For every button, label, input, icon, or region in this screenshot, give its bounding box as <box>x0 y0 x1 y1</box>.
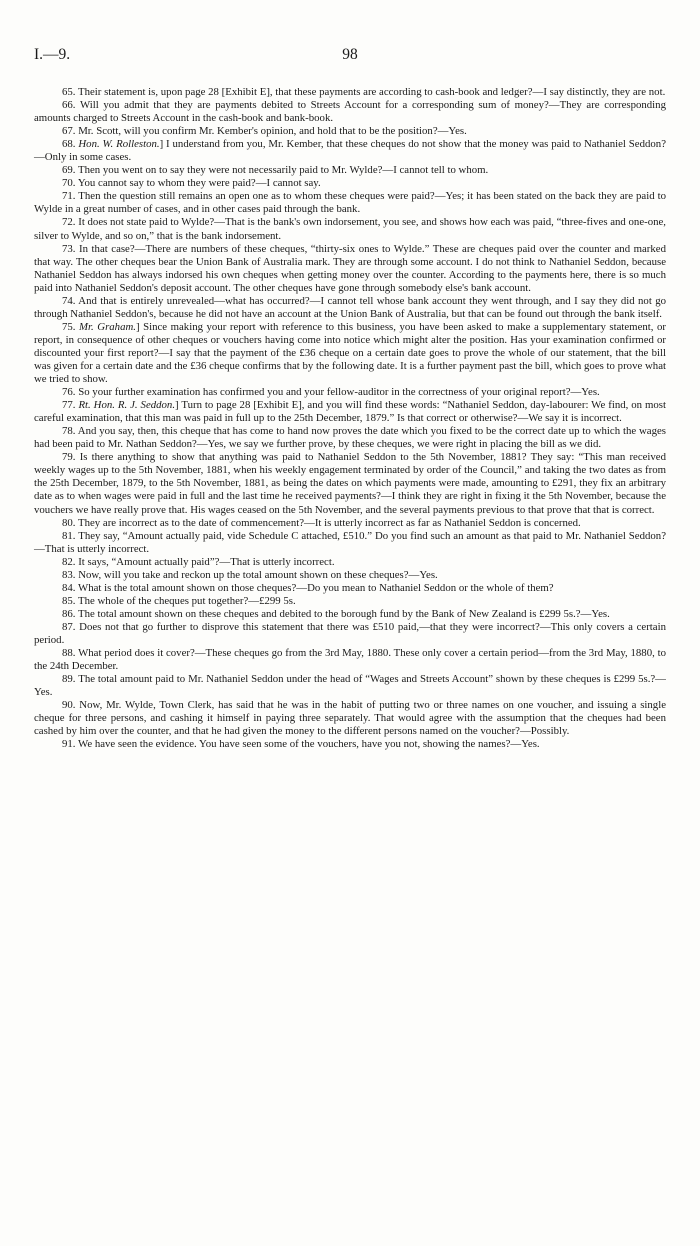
question-paragraph <box>34 608 666 621</box>
question-paragraph <box>34 621 666 647</box>
question-paragraph <box>34 530 666 556</box>
question-number: 66. <box>62 99 76 112</box>
question-paragraph <box>34 399 666 425</box>
speaker-name: Rt. Hon. R. J. Seddon. <box>78 399 176 412</box>
evidence-body <box>34 86 666 751</box>
question-text: ] I understand from you, Mr. Kember, that these cheques do not show that the money was paid to Nathaniel Seddon?—Only in some cases. <box>34 138 666 164</box>
question-number: 69. <box>62 164 76 177</box>
question-text: Now, will you take and reckon up the total amount shown on these cheques?—Yes. <box>78 568 438 581</box>
question-number: 77. <box>62 399 76 412</box>
question-paragraph <box>34 582 666 595</box>
question-number: 71. <box>62 190 76 203</box>
question-number: 90. <box>62 699 76 712</box>
question-paragraph <box>34 99 666 125</box>
document-page <box>34 46 666 751</box>
question-paragraph <box>34 425 666 451</box>
question-text: Then the question still remains an open one as to whom these cheques were paid?—Yes; it has been stated on the back they are paid to Wylde in a great number of cases, and in other cases paid through the bank. <box>34 190 666 216</box>
question-text: Does not that go further to disprove this statement that there was £510 paid,—that they were incorrect?—This only covers a certain period. <box>34 620 666 646</box>
question-number: 70. <box>62 177 76 190</box>
question-text: They are incorrect as to the date of commencement?—It is utterly incorrect as far as Nathaniel Seddon is concerned. <box>78 516 581 529</box>
question-text: It says, “Amount actually paid”?—That is utterly incorrect. <box>78 555 335 568</box>
question-number: 68. <box>62 138 76 151</box>
question-paragraph <box>34 177 666 190</box>
question-number: 80. <box>62 516 76 529</box>
question-text: The total amount paid to Mr. Nathaniel Seddon under the head of “Wages and Streets Account” shown by these cheques is £299 5s.?—Yes. <box>34 673 666 699</box>
question-paragraph <box>34 738 666 751</box>
question-number: 81. <box>62 529 76 542</box>
question-number: 78. <box>62 425 76 438</box>
question-paragraph <box>34 386 666 399</box>
question-text: In that case?—There are numbers of these cheques, “thirty-six ones to Wylde.” These are cheques paid over the counter and marked that way. The other cheques bear the Union Bank of Australia mark. They are through some account. I do not think to Nathaniel Seddon, because Nathaniel Seddon has always indorsed his own cheques when getting money over the counter. According to the payments here, there is so much paid into Nathaniel Seddon's deposit account. The other cheques have gone through somebody else's bank account. <box>34 242 666 294</box>
question-number: 76. <box>62 386 76 399</box>
page-header <box>34 46 666 70</box>
question-number: 82. <box>62 555 76 568</box>
question-number: 91. <box>62 738 76 751</box>
question-text: Then you went on to say they were not necessarily paid to Mr. Wylde?—I cannot tell to whom. <box>78 164 489 177</box>
question-text: ] Turn to page 28 [Exhibit E], and you will find these words: “Nathaniel Seddon, day-labourer: We find, on most careful examination, that this man was paid in full up to the 25th December, 1879.” Is that correct or otherwise?—We say it is incorrect. <box>34 399 666 425</box>
question-text: We have seen the evidence. You have seen some of the vouchers, have you not, showing the names?—Yes. <box>78 738 540 751</box>
question-number: 86. <box>62 607 76 620</box>
question-paragraph <box>34 216 666 242</box>
question-number: 73. <box>62 242 76 255</box>
parliamentary-paper-ref: I.—9. <box>34 46 71 63</box>
question-paragraph <box>34 673 666 699</box>
question-paragraph <box>34 321 666 386</box>
question-paragraph <box>34 647 666 673</box>
question-paragraph <box>34 451 666 516</box>
question-paragraph <box>34 138 666 164</box>
question-text: Is there anything to show that anything was paid to Nathaniel Seddon to the 5th November, 1881? They say: “This man received weekly wages up to the 5th November, 1881, when his weekly engagement terminated by order of the Council,” and taking the two dates as from the 25th December, 1879, to the 5th November, 1881, as being the dates on which payments were made, amounting to £291, they fix an arbitrary date as to when wages were paid in full and the last time he received payments?—I think they are right in fixing it the 5th November, because the vouchers we have really prove that. His wages ceased on the 5th November, and the several payments previous to that prove that that is correct. <box>34 451 666 516</box>
question-paragraph <box>34 699 666 738</box>
question-text: Will you admit that they are payments debited to Streets Account for a corresponding sum of money?—They are corresponding amounts charged to Streets Account in the cash-book and bank-book. <box>34 99 666 125</box>
question-number: 75. <box>62 320 76 333</box>
question-text: Their statement is, upon page 28 [Exhibit E], that these payments are according to cash-book and ledger?—I say distinctly, they are not. <box>78 86 666 98</box>
speaker-name: Hon. W. Rolleston. <box>78 138 160 151</box>
question-text: And that is entirely unrevealed—what has occurred?—I cannot tell whose bank account they went through, and I say they did not go through Nathaniel Seddon's, because he did not have an account at the Union Bank of Australia, but that can be found out through the bank itself. <box>34 294 666 320</box>
question-paragraph <box>34 243 666 295</box>
question-text: Now, Mr. Wylde, Town Clerk, has said that he was in the habit of putting two or three names on one voucher, and issuing a single cheque for three persons, and cashing it himself in paying three separately. That would agree with the assumption that the cheques had been cashed by him over the counter, and that he had given the money to the different persons named on the voucher?—Possibly. <box>34 699 666 738</box>
speaker-name: Mr. Graham. <box>79 320 136 333</box>
question-number: 83. <box>62 568 76 581</box>
page-number: 98 <box>342 46 358 63</box>
question-text: It does not state paid to Wylde?—That is the bank's own indorsement, you see, and shows how each was paid, “three-fives and one-one, silver to Wylde, and so on,” that is the bank indorsement. <box>34 216 666 242</box>
question-text: And you say, then, this cheque that has come to hand now proves the date which you fixed to be the correct date up to which the wages had been paid to Mr. Nathan Seddon?—Yes, we say we further prove, by these cheques, we were right in placing the bill as we did. <box>34 425 666 451</box>
question-number: 89. <box>62 673 76 686</box>
question-text: So your further examination has confirmed you and your fellow-auditor in the correctness of your original report?—Yes. <box>78 386 600 399</box>
question-text: They say, “Amount actually paid, vide Schedule C attached, £510.” Do you find such an amount as that paid to Mr. Nathaniel Seddon?—That is utterly incorrect. <box>34 529 666 555</box>
question-text: Mr. Scott, will you confirm Mr. Kember's opinion, and hold that to be the position?—Yes. <box>78 125 467 138</box>
question-text: You cannot say to whom they were paid?—I cannot say. <box>77 177 321 190</box>
question-paragraph <box>34 295 666 321</box>
question-number: 79. <box>62 451 76 464</box>
question-number: 88. <box>62 647 76 660</box>
question-number: 67. <box>62 125 76 138</box>
question-paragraph <box>34 125 666 138</box>
question-paragraph <box>34 190 666 216</box>
question-paragraph <box>34 164 666 177</box>
question-number: 65. <box>62 86 76 98</box>
question-number: 74. <box>62 294 76 307</box>
question-paragraph <box>34 556 666 569</box>
question-text: What period does it cover?—These cheques go from the 3rd May, 1880. These only cover a certain period—from the 3rd May, 1880, to the 24th December. <box>34 647 666 673</box>
question-paragraph <box>34 595 666 608</box>
question-text: ] Since making your report with reference to this business, you have been asked to make a supplementary statement, or report, in consequence of other cheques or vouchers having come into notice which might alter the position. Has your examination confirmed or discounted your first report?—I say that the payment of the £36 cheque on a certain date goes to prove the whole of our statement, that the bill was given for a certain date and the £36 cheque confirms that by the following date. It is a further payment past the bill, which goes to prove what we tried to show. <box>34 320 666 386</box>
question-text: The whole of the cheques put together?—£299 5s. <box>78 594 296 607</box>
question-paragraph <box>34 86 666 99</box>
question-number: 72. <box>62 216 76 229</box>
question-paragraph <box>34 517 666 530</box>
question-number: 87. <box>62 620 76 633</box>
question-paragraph <box>34 569 666 582</box>
question-text: What is the total amount shown on those cheques?—Do you mean to Nathaniel Seddon or the whole of them? <box>78 581 554 594</box>
question-text: The total amount shown on these cheques and debited to the borough fund by the Bank of New Zealand is £299 5s.?—Yes. <box>78 607 610 620</box>
question-number: 85. <box>62 594 76 607</box>
question-number: 84. <box>62 581 76 594</box>
